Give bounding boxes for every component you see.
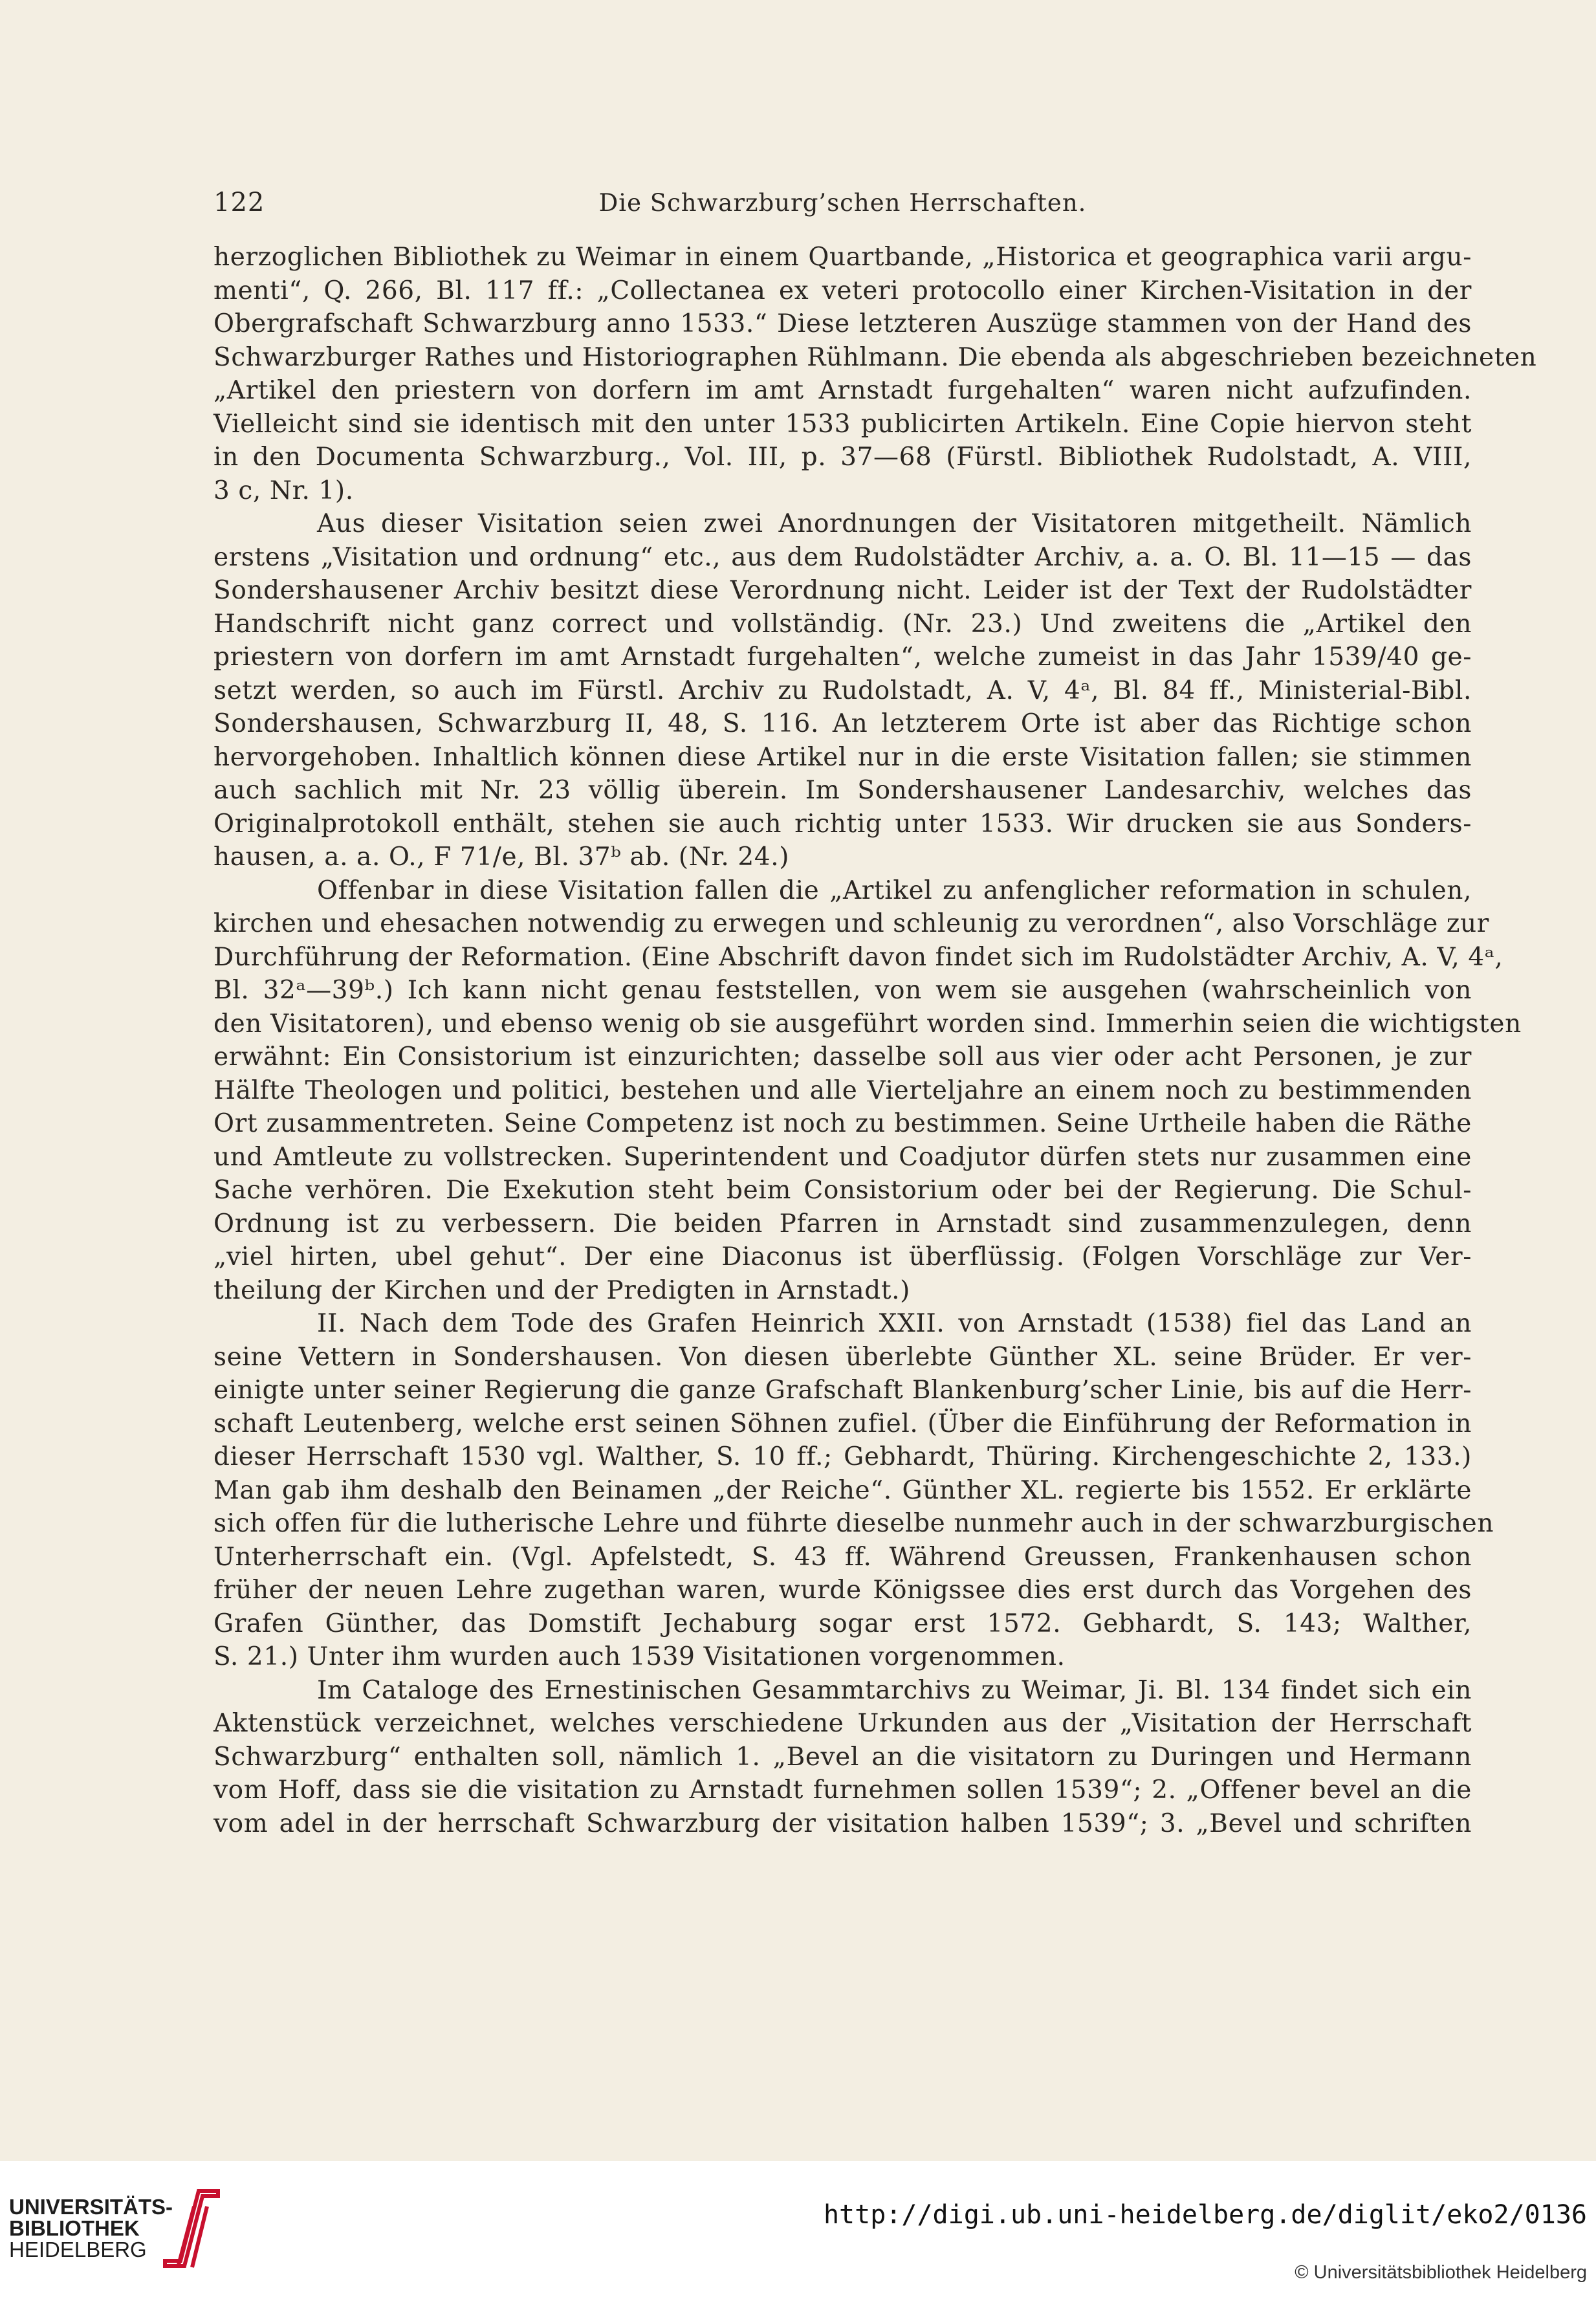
text-line: „viel hirten, ubel gehut“. Der eine Diaconus ist überflüssig. (Folgen Vorschläge zur Ver- bbox=[213, 1242, 1472, 1271]
paragraph-2 bbox=[213, 507, 1472, 874]
text-line: hervorgehoben. Inhaltlich können diese Artikel nur in die erste Visitation fallen; sie stimmen bbox=[213, 742, 1472, 772]
text-line: vom adel in der herrschaft Schwarzburg der visitation halben 1539“; 3. „Bevel und schriften bbox=[213, 1809, 1472, 1838]
text-line: sich offen für die lutherische Lehre und führte dieselbe nunmehr auch in der schwarzburgischen bbox=[213, 1509, 1494, 1538]
text-line: Im Cataloge des Ernestinischen Gesammtarchivs zu Weimar, Ji. Bl. 134 findet sich ein bbox=[317, 1675, 1472, 1705]
library-logo[interactable] bbox=[9, 2196, 173, 2260]
page-header bbox=[213, 188, 1472, 226]
text-line: S. 21.) Unter ihm wurden auch 1539 Visitationen vorgenommen. bbox=[213, 1642, 1066, 1671]
body-text bbox=[213, 241, 1537, 1840]
text-line: schaft Leutenberg, welche erst seinen Söhnen zufiel. (Über die Einführung der Reformation in bbox=[213, 1409, 1472, 1438]
running-title: Die Schwarzburg’schen Herrschaften. bbox=[598, 189, 1087, 217]
text-line: Ordnung ist zu verbessern. Die beiden Pfarren in Arnstadt sind zusammenzulegen, denn bbox=[213, 1209, 1472, 1238]
text-line: Aktenstück verzeichnet, welches verschiedene Urkunden aus der „Visitation der Herrschaft bbox=[213, 1709, 1472, 1738]
text-line: erstens „Visitation und ordnung“ etc., aus dem Rudolstädter Archiv, a. a. O. Bl. 11—15 — das bbox=[213, 542, 1472, 572]
text-line: dieser Herrschaft 1530 vgl. Walther, S. 10 ff.; Gebhardt, Thüring. Kirchengeschichte 2, 133.) bbox=[213, 1442, 1472, 1471]
text-line: hausen, a. a. O., F 71/e, Bl. 37ᵇ ab. (Nr. 24.) bbox=[213, 842, 790, 872]
text-line: Handschrift nicht ganz correct und vollständig. (Nr. 23.) Und zweitens die „Artikel den bbox=[213, 609, 1472, 639]
paragraph-1 bbox=[213, 241, 1537, 507]
text-line: Unterherrschaft ein. (Vgl. Apfelstedt, S. 43 ff. Während Greussen, Frankenhausen schon bbox=[213, 1542, 1472, 1572]
text-line: in den Documenta Schwarzburg., Vol. III, p. 37—68 (Fürstl. Bibliothek Rudolstadt, A. VIII, bbox=[213, 443, 1472, 472]
text-line: theilung der Kirchen und der Predigten in Arnstadt.) bbox=[213, 1275, 910, 1305]
logo-line: BIBLIOTHEK bbox=[9, 2216, 140, 2240]
logo-line: UNIVERSITÄTS- bbox=[9, 2195, 173, 2219]
text-line: früher der neuen Lehre zugethan waren, wurde Königssee dies erst durch das Vorgehen des bbox=[213, 1576, 1472, 1605]
text-line: priestern von dorfern im amt Arnstadt furgehalten“, welche zumeist in das Jahr 1539/40 ge- bbox=[213, 643, 1472, 672]
text-line: Obergrafschaft Schwarzburg anno 1533.“ Diese letzteren Auszüge stammen von der Hand des bbox=[213, 309, 1472, 338]
text-line: 3 c, Nr. 1). bbox=[213, 476, 354, 505]
text-line: herzoglichen Bibliothek zu Weimar in einem Quartbande, „Historica et geographica varii argu- bbox=[213, 243, 1472, 272]
text-line: den Visitatoren), und ebenso wenig ob sie ausgeführt worden sind. Immerhin seien die wichtigsten bbox=[213, 1009, 1522, 1039]
copyright-notice: © Universitätsbibliothek Heidelberg bbox=[1295, 2262, 1587, 2283]
text-line: Schwarzburger Rathes und Historiographen Rühlmann. Die ebenda als abgeschrieben bezeichneten bbox=[213, 342, 1537, 372]
text-line: Aus dieser Visitation seien zwei Anordnungen der Visitatoren mitgetheilt. Nämlich bbox=[317, 509, 1472, 538]
text-line: erwähnt: Ein Consistorium ist einzurichten; dasselbe soll aus vier oder acht Personen, je zur bbox=[213, 1042, 1472, 1072]
text-line: II. Nach dem Tode des Grafen Heinrich XXII. von Arnstadt (1538) fiel das Land an bbox=[317, 1309, 1472, 1338]
text-line: seine Vettern in Sondershausen. Von diesen überlebte Günther XL. seine Brüder. Er ver- bbox=[213, 1342, 1472, 1372]
library-logo-icon bbox=[159, 2187, 223, 2271]
text-line: Sondershausener Archiv besitzt diese Verordnung nicht. Leider ist der Text der Rudolstädter bbox=[213, 576, 1472, 605]
text-line: „Artikel den priestern von dorfern im amt Arnstadt furgehalten“ waren nicht aufzufinden. bbox=[213, 376, 1472, 405]
text-line: und Amtleute zu vollstrecken. Superintendent und Coadjutor dürfen stets nur zusammen eine bbox=[213, 1142, 1472, 1172]
source-url-link[interactable]: http://digi.ub.uni-heidelberg.de/diglit/eko2/0136 bbox=[823, 2200, 1587, 2230]
text-line: Sache verhören. Die Exekution steht beim Consistorium oder bei der Regierung. Die Schul- bbox=[213, 1176, 1472, 1205]
text-line: vom Hoff, dass sie die visitation zu Arnstadt furnehmen sollen 1539“; 2. „Offener bevel an die bbox=[213, 1776, 1472, 1805]
page-number: 122 bbox=[213, 188, 265, 217]
text-line: setzt werden, so auch im Fürstl. Archiv zu Rudolstadt, A. V, 4ᵃ, Bl. 84 ff., Ministerial-Bibl. bbox=[213, 676, 1472, 705]
text-line: Bl. 32ᵃ—39ᵇ.) Ich kann nicht genau feststellen, von wem sie ausgehen (wahrscheinlich von bbox=[213, 976, 1472, 1005]
text-line: Hälfte Theologen und politici, bestehen und alle Vierteljahre an einem noch zu bestimmenden bbox=[213, 1075, 1472, 1105]
text-line: Durchführung der Reformation. (Eine Abschrift davon findet sich im Rudolstädter Archiv, A. V, 4ᵃ, bbox=[213, 942, 1503, 972]
text-line: Ort zusammentreten. Seine Competenz ist noch zu bestimmen. Seine Urtheile haben die Räthe bbox=[213, 1109, 1472, 1138]
text-line: auch sachlich mit Nr. 23 völlig überein. Im Sondershausener Landesarchiv, welches das bbox=[213, 776, 1472, 805]
text-line: einigte unter seiner Regierung die ganze Grafschaft Blankenburg’scher Linie, bis auf die Herr- bbox=[213, 1376, 1472, 1405]
text-line: Offenbar in diese Visitation fallen die „Artikel zu anfenglicher reformation in schulen, bbox=[317, 875, 1472, 905]
text-line: Originalprotokoll enthält, stehen sie auch richtig unter 1533. Wir drucken sie aus Sonders- bbox=[213, 809, 1472, 839]
text-line: Vielleicht sind sie identisch mit den unter 1533 publicirten Artikeln. Eine Copie hiervon steht bbox=[213, 409, 1472, 439]
logo-line: HEIDELBERG bbox=[9, 2238, 147, 2261]
text-line: Sondershausen, Schwarzburg II, 48, S. 116. An letzterem Orte ist aber das Richtige schon bbox=[213, 709, 1472, 738]
paragraph-5 bbox=[213, 1674, 1472, 1841]
paragraph-3 bbox=[213, 874, 1522, 1308]
footer-bar bbox=[0, 2161, 1596, 2299]
text-line: kirchen und ehesachen notwendig zu erwegen und schleunig zu verordnen“, also Vorschläge zur bbox=[213, 909, 1489, 938]
text-line: Schwarzburg“ enthalten soll, nämlich 1. „Bevel an die visitatorn zu Duringen und Hermann bbox=[213, 1742, 1472, 1772]
text-line: menti“, Q. 266, Bl. 117 ff.: „Collectanea ex veteri protocollo einer Kirchen-Visitation in der bbox=[213, 276, 1472, 305]
paragraph-4 bbox=[213, 1307, 1494, 1674]
text-line: Grafen Günther, das Domstift Jechaburg sogar erst 1572. Gebhardt, S. 143; Walther, bbox=[213, 1609, 1472, 1638]
text-line: Man gab ihm deshalb den Beinamen „der Reiche“. Günther XL. regierte bis 1552. Er erklärte bbox=[213, 1475, 1472, 1505]
